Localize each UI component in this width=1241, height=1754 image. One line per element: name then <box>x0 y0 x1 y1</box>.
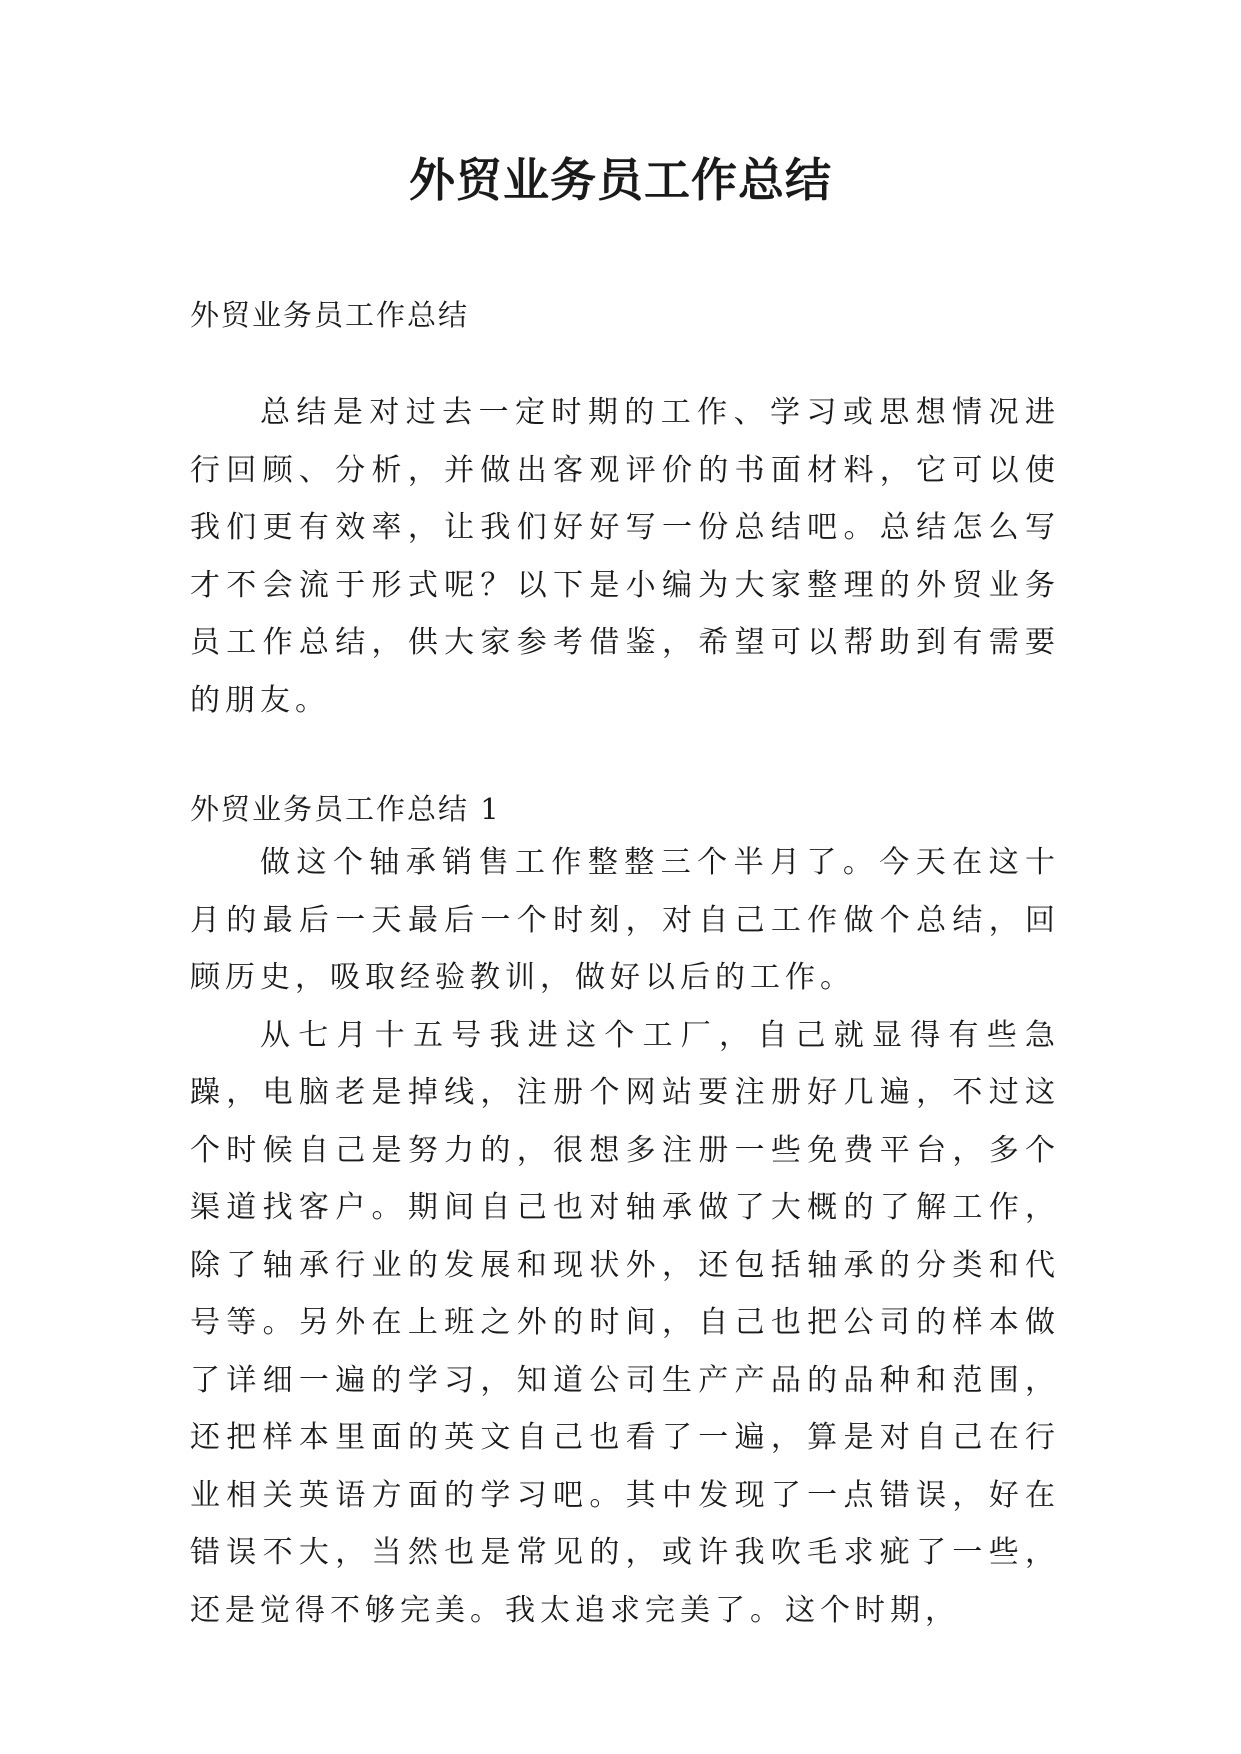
document-body <box>190 290 1060 1639</box>
section-paragraph: 从七月十五号我进这个工厂，自己就显得有些急躁，电脑老是掉线，注册个网站要注册好几遍，不过这个时候自己是努力的，很想多注册一些免费平台，多个渠道找客户。期间自己也对轴承做了大概的了解工作，除了轴承行业的发展和现状外，还包括轴承的分类和代号等。另外在上班之外的时间，自己也把公司的样本做了详细一遍的学习，知道公司生产产品的品种和范围，还把样本里面的英文自己也看了一遍，算是对自己在行业相关英语方面的学习吧。其中发现了一点错误，好在错误不大，当然也是常见的，或许我吹毛求疵了一些，还是觉得不够完美。我太追求完美了。这个时期， <box>190 1017 1060 1628</box>
section-paragraph: 做这个轴承销售工作整整三个半月了。今天在这十月的最后一天最后一个时刻，对自己工作做个总结，回顾历史，吸取经验教训，做好以后的工作。 <box>190 845 1060 995</box>
document-title: 外贸业务员工作总结 <box>409 153 832 207</box>
section-heading: 外贸业务员工作总结 1 <box>190 792 501 826</box>
document-subtitle: 外贸业务员工作总结 <box>190 298 470 332</box>
intro-paragraph: 总结是对过去一定时期的工作、学习或思想情况进行回顾、分析，并做出客观评价的书面材料，它可以使我们更有效率，让我们好好写一份总结吧。总结怎么写才不会流于形式呢？以下是小编为大家整理的外贸业务员工作总结，供大家参考借鉴，希望可以帮助到有需要的朋友。 <box>190 395 1060 718</box>
spacer <box>190 340 1060 384</box>
spacer <box>190 729 1060 784</box>
